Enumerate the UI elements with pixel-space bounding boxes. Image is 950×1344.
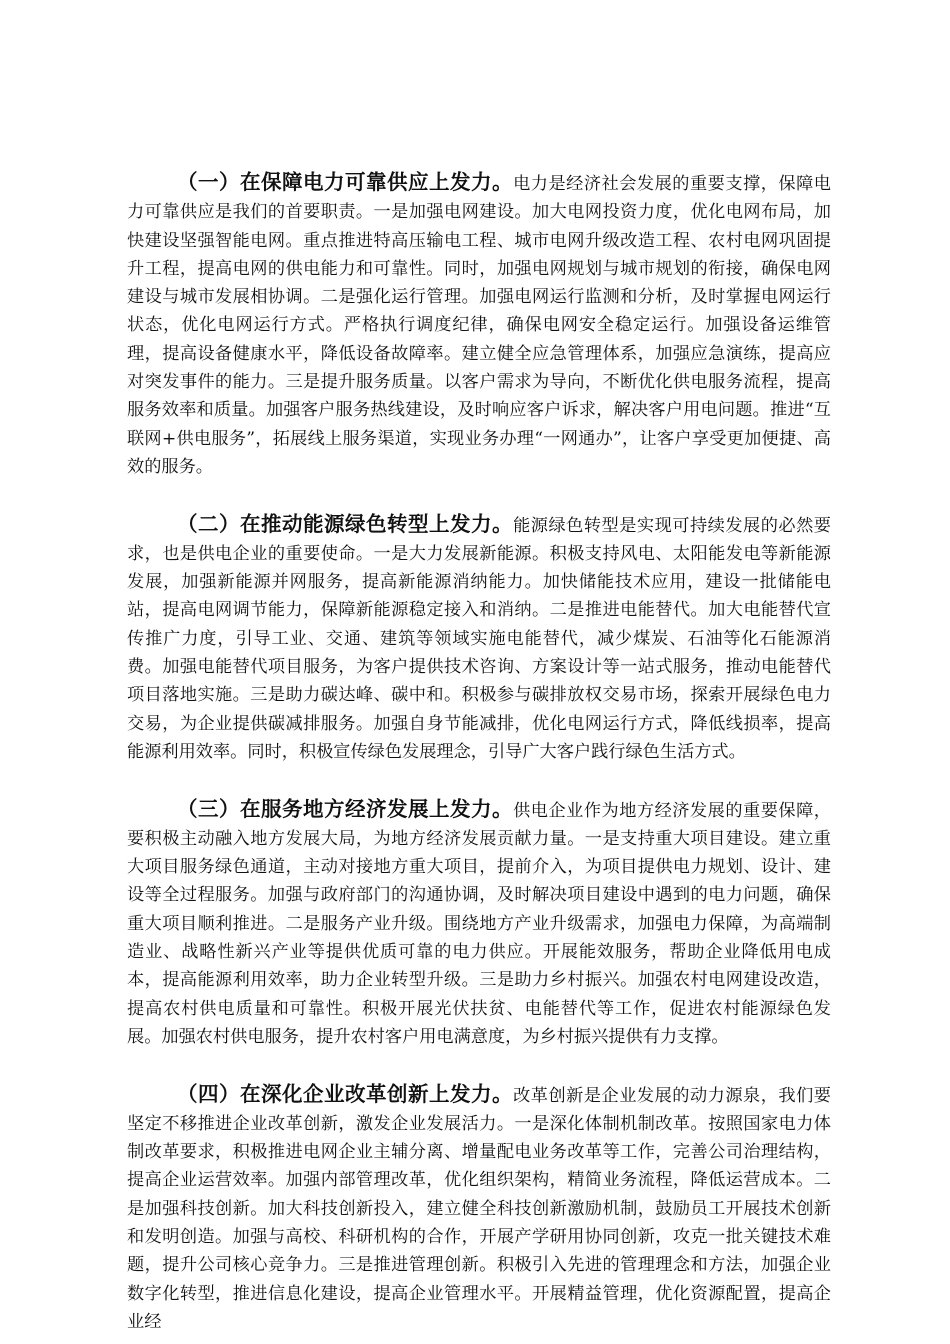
section-1-heading: （一）在保障电力可靠供应上发力。 [177, 170, 514, 194]
section-2-body: 能源绿色转型是实现可持续发展的必然要求，也是供电企业的重要使命。一是大力发展新能源。积极支持风电、太阳能发电等新能源发展，加强新能源并网服务，提高新能源消纳能力。加快储能技术应用，建设一批储能电站，提高电网调节能力，保障新能源稳定接入和消纳。二是推进电能替代。加大电能替代宣传推广力度，引导工业、交通、建筑等领域实施电能替代，减少煤炭、石油等化石能源消费。加强电能替代项目服务，为客户提供技术咨询、方案设计等一站式服务，推动电能替代项目落地实施。三是助力碳达峰、碳中和。积极参与碳排放权交易市场，探索开展绿色电力交易，为企业提供碳减排服务。加强自身节能减排，优化电网运行方式，降低线损率，提高能源利用效率。同时，积极宣传绿色发展理念，引导广大客户践行绿色生活方式。 [127, 515, 831, 762]
section-2-paragraph [127, 510, 831, 767]
section-4-heading: （四）在深化企业改革创新上发力。 [177, 1081, 514, 1106]
section-2-heading: （二）在推动能源绿色转型上发力。 [177, 511, 514, 536]
section-3-body: 供电企业作为地方经济发展的重要保障，要积极主动融入地方发展大局，为地方经济发展贡献力量。一是支持重大项目建设。建立重大项目服务绿色通道，主动对接地方重大项目，提前介入，为项目提供电力规划、设计、建设等全过程服务。加强与政府部门的沟通协调，及时解决项目建设中遇到的电力问题，确保重大项目顺利推进。二是服务产业升级。围绕地方产业升级需求，加强电力保障，为高端制造业、战略性新兴产业等提供优质可靠的电力供应。开展能效服务，帮助企业降低用电成本，提高能源利用效率，助力企业转型升级。三是助力乡村振兴。加强农村电网建设改造，提高农村供电质量和可靠性。积极开展光伏扶贫、电能替代等工作，促进农村能源绿色发展。加强农村供电服务，提升农村客户用电满意度，为乡村振兴提供有力支撑。 [127, 800, 831, 1047]
section-1-paragraph [127, 168, 831, 481]
section-1-body: 电力是经济社会发展的重要支撑，保障电力可靠供应是我们的首要职责。一是加强电网建设。加大电网投资力度，优化电网布局，加快建设坚强智能电网。重点推进特高压输电工程、城市电网升级改造工程、农村电网巩固提升工程，提高电网的供电能力和可靠性。同时，加强电网规划与城市规划的衔接，确保电网建设与城市发展相协调。二是强化运行管理。加强电网运行监测和分析，及时掌握电网运行状态，优化电网运行方式。严格执行调度纪律，确保电网安全稳定运行。加强设备运维管理，提高设备健康水平，降低设备故障率。建立健全应急管理体系，加强应急演练，提高应对突发事件的能力。三是提升服务质量。以客户需求为导向，不断优化供电服务流程，提高服务效率和质量。加强客户服务热线建设，及时响应客户诉求，解决客户用电问题。推进“互联网+供电服务”，拓展线上服务渠道，实现业务办理“一网通办”，让客户享受更加便捷、高效的服务。 [127, 174, 831, 477]
document-page [127, 168, 831, 1336]
section-4-body: 改革创新是企业发展的动力源泉，我们要坚定不移推进企业改革创新，激发企业发展活力。一是深化体制机制改革。按照国家电力体制改革要求，积极推进电网企业主辅分离、增量配电业务改革等工作，完善公司治理结构，提高企业运营效率。加强内部管理改革，优化组织架构，精简业务流程，降低运营成本。二是加强科技创新。加大科技创新投入，建立健全科技创新激励机制，鼓励员工开展技术创新和发明创造。加强与高校、科研机构的合作，开展产学研用协同创新，攻克一批关键技术难题，提升公司核心竞争力。三是推进管理创新。积极引入先进的管理理念和方法，加强企业数字化转型，推进信息化建设，提高企业管理水平。开展精益管理，优化资源配置，提高企业经 [127, 1085, 831, 1332]
section-3-paragraph [127, 795, 831, 1052]
section-4-paragraph [127, 1080, 831, 1337]
section-3-heading: （三）在服务地方经济发展上发力。 [177, 796, 514, 821]
